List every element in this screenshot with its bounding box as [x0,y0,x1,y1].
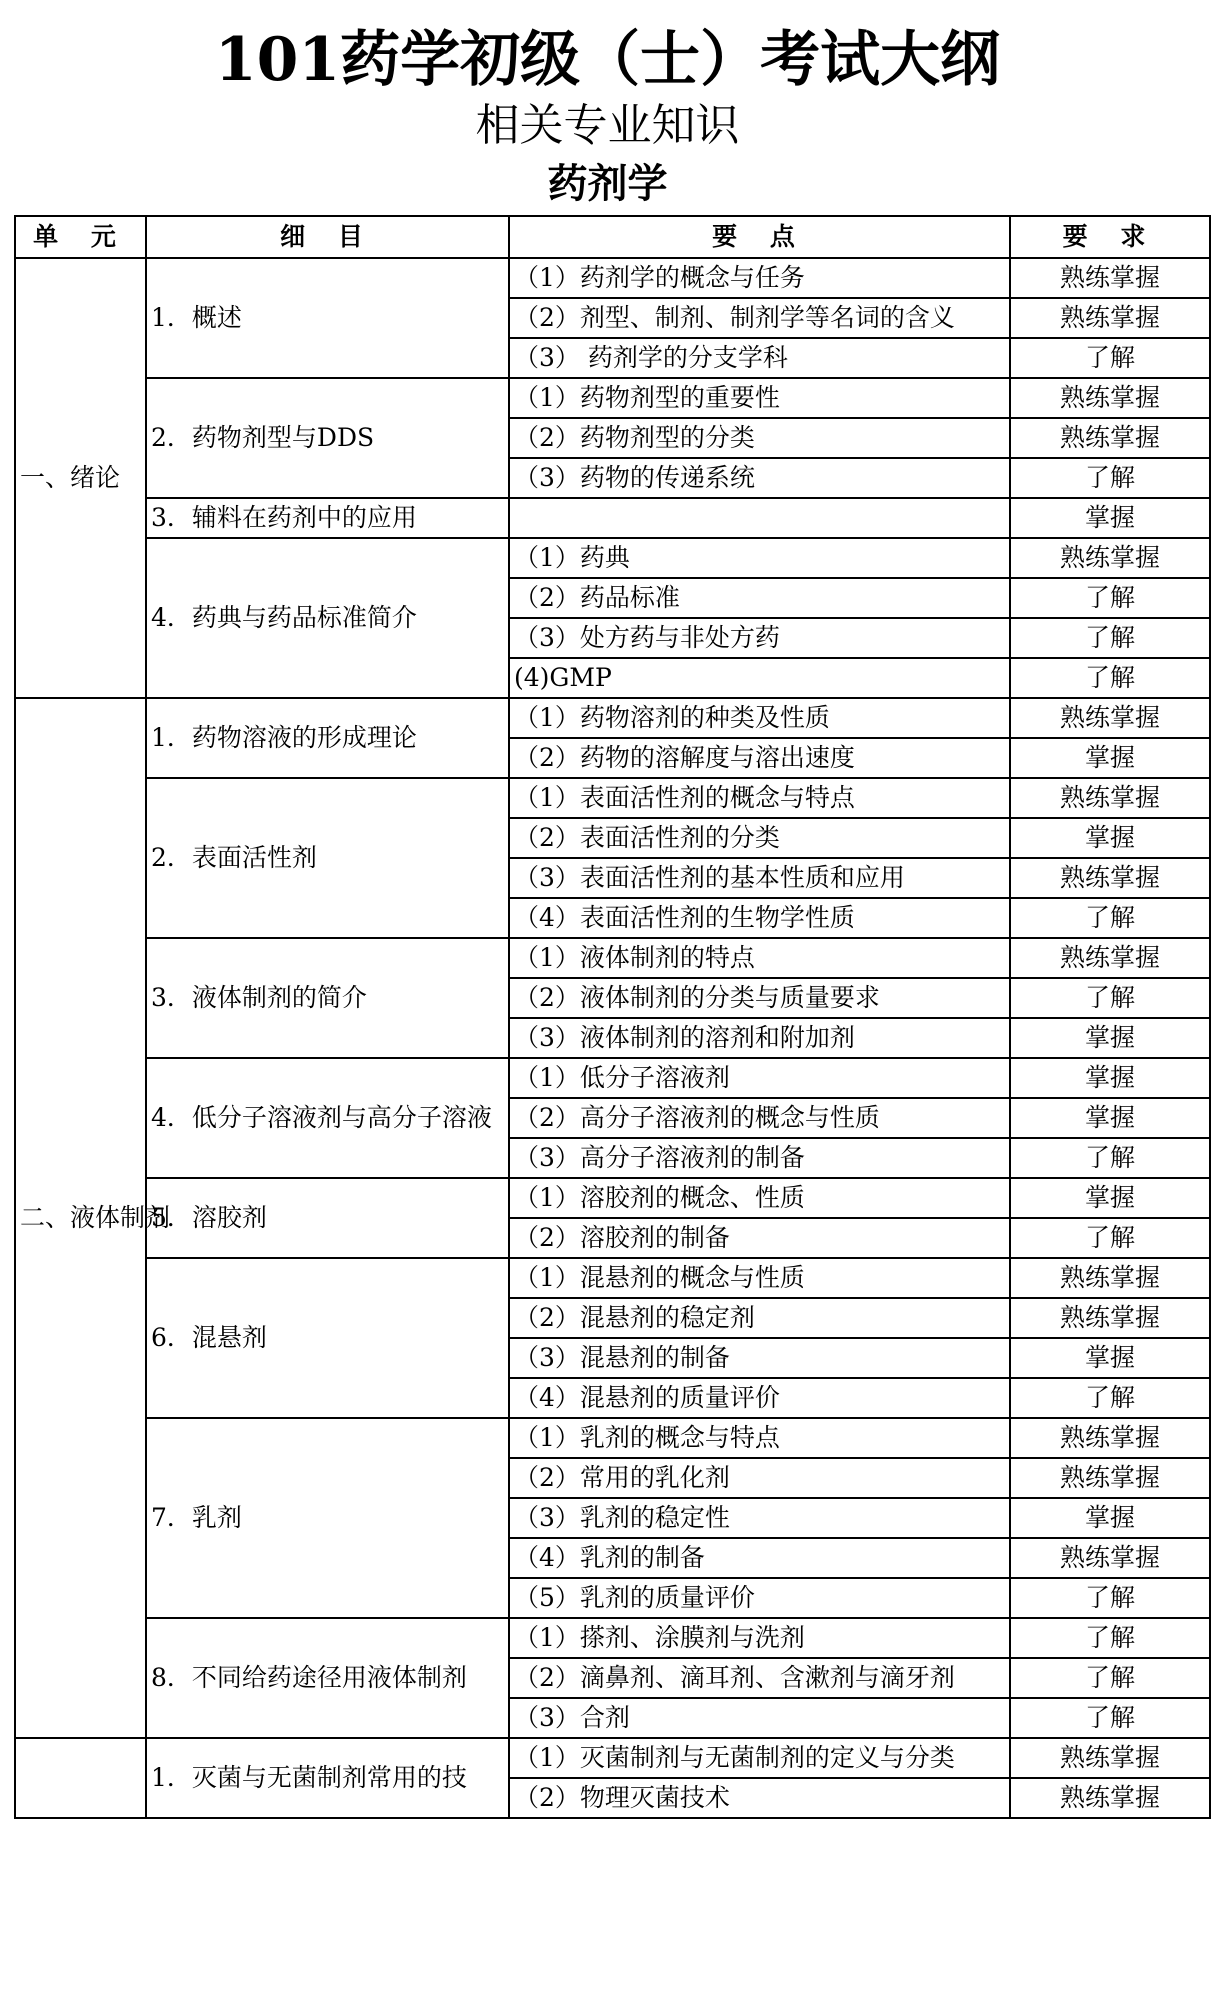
requirement-cell: 熟练掌握 [1010,1418,1210,1458]
requirement-cell: 掌握 [1010,1058,1210,1098]
point-cell: （1）低分子溶液剂 [509,1058,1010,1098]
detail-cell: 1．概述 [146,258,509,378]
point-cell: （5）乳剂的质量评价 [509,1578,1010,1618]
requirement-cell: 熟练掌握 [1010,1738,1210,1778]
requirement-cell: 熟练掌握 [1010,258,1210,298]
point-cell: （1）乳剂的概念与特点 [509,1418,1010,1458]
requirement-cell: 了解 [1010,1618,1210,1658]
point-cell: （1）灭菌制剂与无菌制剂的定义与分类 [509,1738,1010,1778]
table-row [15,1178,1210,1218]
section-title: 药剂学 [547,161,668,207]
detail-cell: 8．不同给药途径用液体制剂 [146,1618,509,1738]
table-row [15,698,1210,738]
requirement-cell: 熟练掌握 [1010,538,1210,578]
point-cell: （1）液体制剂的特点 [509,938,1010,978]
requirement-cell: 了解 [1010,978,1210,1018]
point-cell: （3） 药剂学的分支学科 [509,338,1010,378]
requirement-cell: 掌握 [1010,1338,1210,1378]
requirement-cell: 熟练掌握 [1010,1298,1210,1338]
detail-cell: 5．溶胶剂 [146,1178,509,1258]
detail-cell: 3．液体制剂的简介 [146,938,509,1058]
point-cell: （1）药物剂型的重要性 [509,378,1010,418]
document-subtitle: 相关专业知识 [475,100,740,151]
table-row [15,938,1210,978]
document-title: 101药学初级（士）考试大纲 [214,25,1001,95]
requirement-cell: 了解 [1010,1218,1210,1258]
point-cell: （3）混悬剂的制备 [509,1338,1010,1378]
detail-cell: 2．药物剂型与DDS [146,378,509,498]
point-cell: （1）药典 [509,538,1010,578]
table-row [15,1258,1210,1298]
point-cell: （2）药物剂型的分类 [509,418,1010,458]
point-cell: (4)GMP [509,658,1010,698]
point-cell: （2）物理灭菌技术 [509,1778,1010,1818]
point-cell: （2）滴鼻剂、滴耳剂、含漱剂与滴牙剂 [509,1658,1010,1698]
requirement-cell: 掌握 [1010,738,1210,778]
point-cell: （3）液体制剂的溶剂和附加剂 [509,1018,1010,1058]
table-body [15,258,1210,1818]
point-cell: （2）混悬剂的稳定剂 [509,1298,1010,1338]
table-row [15,258,1210,298]
requirement-cell: 掌握 [1010,1018,1210,1058]
point-cell: （3）表面活性剂的基本性质和应用 [509,858,1010,898]
point-cell: （2）常用的乳化剂 [509,1458,1010,1498]
point-cell: （4）乳剂的制备 [509,1538,1010,1578]
detail-cell: 4．药典与药品标准简介 [146,538,509,698]
requirement-cell: 了解 [1010,1658,1210,1698]
point-cell: （4）混悬剂的质量评价 [509,1378,1010,1418]
requirement-cell: 熟练掌握 [1010,1258,1210,1298]
point-cell: （2）溶胶剂的制备 [509,1218,1010,1258]
requirement-cell: 了解 [1010,338,1210,378]
detail-cell: 4．低分子溶液剂与高分子溶液 [146,1058,509,1178]
table-row [15,1418,1210,1458]
detail-cell: 3．辅料在药剂中的应用 [146,498,509,538]
requirement-cell: 了解 [1010,1138,1210,1178]
requirement-cell: 了解 [1010,1378,1210,1418]
column-header-point: 要 点 [509,216,1010,258]
requirement-cell: 熟练掌握 [1010,1778,1210,1818]
table-row [15,1058,1210,1098]
requirement-cell: 熟练掌握 [1010,1458,1210,1498]
table-row [15,378,1210,418]
unit-cell [15,1738,146,1818]
point-cell: （1）搽剂、涂膜剂与洗剂 [509,1618,1010,1658]
point-cell: （3）乳剂的稳定性 [509,1498,1010,1538]
requirement-cell: 掌握 [1010,818,1210,858]
point-cell [509,498,1010,538]
unit-cell: 一、绪论 [15,258,146,698]
point-cell: （1）药剂学的概念与任务 [509,258,1010,298]
table-row [15,778,1210,818]
point-cell: （3）药物的传递系统 [509,458,1010,498]
point-cell: （2）药品标准 [509,578,1010,618]
unit-cell: 二、液体制剂 [15,698,146,1738]
table-row [15,1618,1210,1658]
column-header-unit: 单 元 [15,216,146,258]
requirement-cell: 熟练掌握 [1010,298,1210,338]
syllabus-table [14,215,1211,1819]
column-header-detail: 细 目 [146,216,509,258]
point-cell: （3）合剂 [509,1698,1010,1738]
requirement-cell: 了解 [1010,458,1210,498]
table-row [15,538,1210,578]
detail-cell: 1．灭菌与无菌制剂常用的技 [146,1738,509,1818]
point-cell: （2）高分子溶液剂的概念与性质 [509,1098,1010,1138]
point-cell: （3）高分子溶液剂的制备 [509,1138,1010,1178]
detail-cell: 1．药物溶液的形成理论 [146,698,509,778]
requirement-cell: 掌握 [1010,498,1210,538]
point-cell: （1）溶胶剂的概念、性质 [509,1178,1010,1218]
requirement-cell: 了解 [1010,658,1210,698]
requirement-cell: 了解 [1010,618,1210,658]
point-cell: （4）表面活性剂的生物学性质 [509,898,1010,938]
point-cell: （1）药物溶剂的种类及性质 [509,698,1010,738]
requirement-cell: 了解 [1010,578,1210,618]
table-row [15,1738,1210,1778]
requirement-cell: 了解 [1010,1698,1210,1738]
requirement-cell: 熟练掌握 [1010,378,1210,418]
requirement-cell: 熟练掌握 [1010,938,1210,978]
point-cell: （2）表面活性剂的分类 [509,818,1010,858]
requirement-cell: 熟练掌握 [1010,418,1210,458]
point-cell: （1）混悬剂的概念与性质 [509,1258,1010,1298]
column-header-requirement: 要 求 [1010,216,1210,258]
point-cell: （2）剂型、制剂、制剂学等名词的含义 [509,298,1010,338]
table-row [15,498,1210,538]
requirement-cell: 掌握 [1010,1498,1210,1538]
requirement-cell: 熟练掌握 [1010,1538,1210,1578]
requirement-cell: 熟练掌握 [1010,698,1210,738]
requirement-cell: 了解 [1010,898,1210,938]
detail-cell: 7．乳剂 [146,1418,509,1618]
requirement-cell: 熟练掌握 [1010,778,1210,818]
table-header-row [15,216,1210,258]
requirement-cell: 掌握 [1010,1178,1210,1218]
detail-cell: 6．混悬剂 [146,1258,509,1418]
requirement-cell: 了解 [1010,1578,1210,1618]
point-cell: （3）处方药与非处方药 [509,618,1010,658]
point-cell: （1）表面活性剂的概念与特点 [509,778,1010,818]
point-cell: （2）药物的溶解度与溶出速度 [509,738,1010,778]
point-cell: （2）液体制剂的分类与质量要求 [509,978,1010,1018]
requirement-cell: 掌握 [1010,1098,1210,1138]
requirement-cell: 熟练掌握 [1010,858,1210,898]
detail-cell: 2．表面活性剂 [146,778,509,938]
